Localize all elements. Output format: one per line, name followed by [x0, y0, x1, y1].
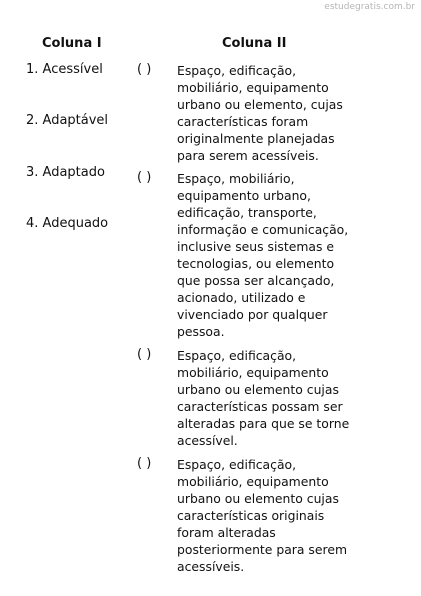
desc-line: vivenciado por qualquer	[177, 307, 328, 322]
column-i-item-1: 1. Acessível	[26, 62, 103, 77]
desc-line: originalmente planejadas	[177, 131, 335, 146]
desc-line: edificação, transporte,	[177, 205, 317, 220]
column-i-title: Coluna I	[42, 36, 102, 51]
desc-line: Espaço, mobiliário,	[177, 171, 295, 186]
desc-line: foram alteradas	[177, 525, 276, 540]
desc-line: que possa ser alcançado,	[177, 273, 335, 288]
desc-line: mobiliário, equipamento	[177, 474, 329, 489]
desc-line: acionado, utilizado e	[177, 290, 306, 305]
desc-line: urbano ou elemento, cujas	[177, 97, 343, 112]
desc-line: mobiliário, equipamento	[177, 80, 329, 95]
desc-line: pessoa.	[177, 324, 225, 339]
column-ii-title: Coluna II	[222, 36, 287, 51]
column-i-item-3: 3. Adaptado	[26, 165, 105, 180]
desc-line: tecnologias, ou elemento	[177, 256, 335, 271]
desc-line: características possam ser	[177, 399, 343, 414]
desc-line: características foram	[177, 114, 309, 129]
desc-line: posteriormente para serem	[177, 542, 348, 557]
desc-line: Espaço, edificação,	[177, 457, 297, 472]
desc-line: características originais	[177, 508, 325, 523]
desc-line: acessível.	[177, 433, 238, 448]
column-ii-item-4	[177, 456, 382, 575]
answer-blank-3[interactable]: ( )	[137, 347, 152, 362]
desc-line: equipamento urbano,	[177, 188, 311, 203]
column-i-item-2: 2. Adaptável	[26, 113, 109, 128]
answer-blank-4[interactable]: ( )	[137, 456, 152, 471]
desc-line: acessíveis.	[177, 559, 245, 574]
desc-line: Espaço, edificação,	[177, 348, 297, 363]
column-ii-item-1	[177, 62, 382, 164]
desc-line: informação e comunicação,	[177, 222, 349, 237]
answer-blank-1[interactable]: ( )	[137, 62, 152, 77]
desc-line: Espaço, edificação,	[177, 63, 297, 78]
desc-line: urbano ou elemento cujas	[177, 382, 339, 397]
column-ii-item-2	[177, 170, 382, 340]
desc-line: para serem acessíveis.	[177, 148, 319, 163]
column-i-item-4: 4. Adequado	[26, 216, 109, 231]
watermark-text: estudegratis.com.br	[324, 2, 415, 12]
desc-line: inclusive seus sistemas e	[177, 239, 335, 254]
desc-line: urbano ou elemento cujas	[177, 491, 339, 506]
column-ii-item-3	[177, 347, 382, 449]
desc-line: mobiliário, equipamento	[177, 365, 329, 380]
desc-line: alteradas para que se torne	[177, 416, 350, 431]
answer-blank-2[interactable]: ( )	[137, 170, 152, 185]
